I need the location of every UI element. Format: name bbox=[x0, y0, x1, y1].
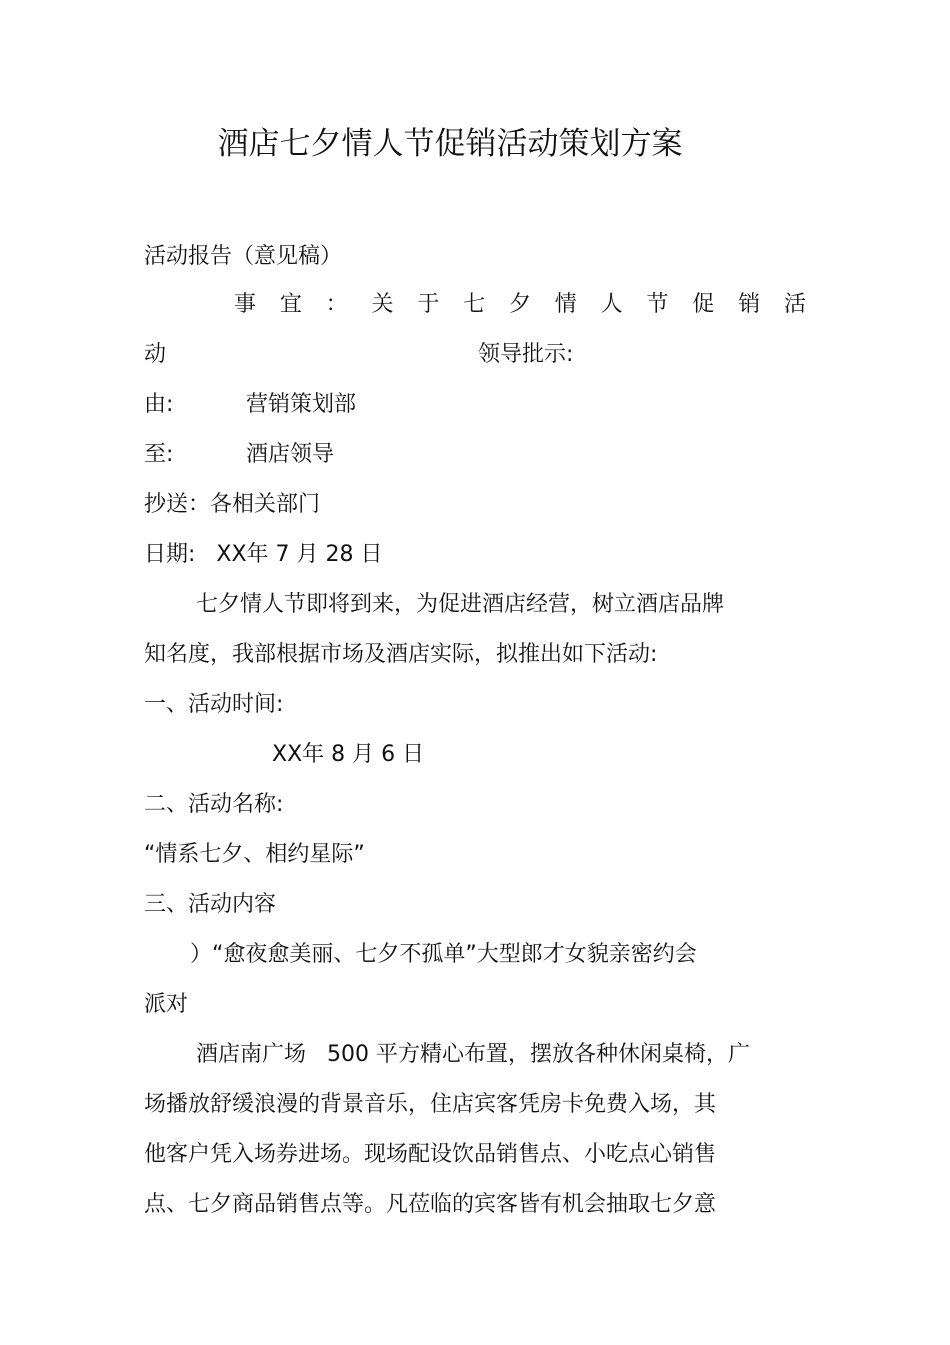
approval-label: 领导批示: bbox=[478, 342, 574, 367]
intro-line-1: 七夕情人节即将到来，为促进酒店经营，树立酒店品牌 bbox=[196, 592, 725, 617]
report-label: 活动报告（意见稿） bbox=[144, 244, 343, 269]
subject-char: 销 bbox=[738, 292, 761, 317]
body-line-3: 他客户凭入场券进场。现场配设饮品销售点、小吃点心销售 bbox=[144, 1142, 717, 1167]
subject-char: 人 bbox=[600, 292, 623, 317]
section-3-heading: 三、活动内容 bbox=[144, 892, 277, 917]
subject-char: 节 bbox=[646, 292, 669, 317]
subject-char: 活 bbox=[783, 292, 806, 317]
subject-char: 情 bbox=[554, 292, 577, 317]
section-3-item-line-1: ）“愈夜愈美丽、七夕不孤单”大型郎才女貌亲密约会 bbox=[190, 942, 697, 967]
subject-char: 宜 bbox=[279, 292, 302, 317]
section-3-item-line-2: 派对 bbox=[144, 992, 189, 1017]
to-value: 酒店领导 bbox=[246, 442, 335, 467]
intro-line-2: 知名度，我部根据市场及酒店实际，拟推出如下活动: bbox=[144, 642, 658, 667]
section-1-heading: 一、活动时间: bbox=[144, 692, 284, 717]
subject-char: 于 bbox=[417, 292, 440, 317]
subject-char: ： bbox=[325, 292, 348, 317]
from-label: 由: bbox=[144, 392, 174, 417]
body-line-4: 点、七夕商品销售点等。凡莅临的宾客皆有机会抽取七夕意 bbox=[144, 1192, 717, 1217]
subject-char: 七 bbox=[463, 292, 486, 317]
subject-char: 事 bbox=[234, 292, 257, 317]
section-2-value: “情系七夕、相约星际” bbox=[144, 842, 365, 867]
subject-line bbox=[234, 290, 806, 320]
section-1-value: XX年 8 月 6 日 bbox=[272, 742, 425, 767]
to-label: 至: bbox=[144, 442, 174, 467]
subject-continuation: 动 bbox=[144, 342, 167, 367]
subject-char: 促 bbox=[692, 292, 715, 317]
document-title: 酒店七夕情人节促销活动策划方案 bbox=[217, 126, 683, 162]
body-line-2: 场播放舒缓浪漫的背景音乐，住店宾客凭房卡免费入场，其 bbox=[144, 1092, 717, 1117]
cc-line: 抄送：各相关部门 bbox=[144, 492, 321, 517]
body-line-1: 酒店南广场 500 平方精心布置，摆放各种休闲桌椅，广 bbox=[196, 1042, 750, 1067]
from-value: 营销策划部 bbox=[246, 392, 357, 417]
section-2-heading: 二、活动名称: bbox=[144, 792, 284, 817]
date-line: 日期: XX年 7 月 28 日 bbox=[144, 542, 383, 567]
subject-char: 关 bbox=[371, 292, 394, 317]
subject-char: 夕 bbox=[508, 292, 531, 317]
